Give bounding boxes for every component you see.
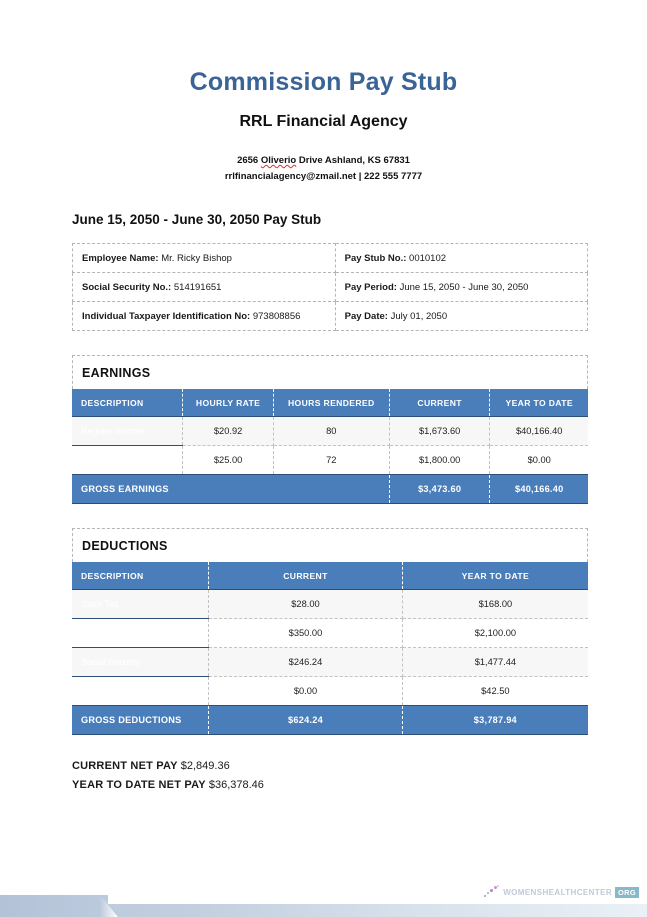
earnings-row-ytd: $0.00 (490, 446, 588, 475)
gross-earnings-row (72, 475, 588, 504)
earnings-row-current: $1,673.60 (389, 417, 490, 446)
ytd-net-pay-label: YEAR TO DATE NET PAY (72, 779, 206, 792)
earnings-row-label: Mid-Year Bonus (72, 446, 183, 475)
contact-block (0, 153, 647, 184)
gross-deductions-current: $624.24 (209, 706, 403, 735)
earnings-header-row (72, 389, 588, 417)
itin-label: Individual Taxpayer Identification No: (82, 310, 251, 322)
company-address: 2656 Oliverio Drive Ashland, KS 67831 (237, 155, 410, 166)
deductions-col-description: DESCRIPTION (72, 562, 209, 590)
page-title: Commission Pay Stub (189, 68, 458, 96)
earnings-row-hourly-rate: $20.92 (183, 417, 273, 446)
earnings-row-ytd: $40,166.40 (490, 417, 588, 446)
footer-band-step (0, 895, 108, 917)
employee-info-table (72, 243, 588, 331)
current-net-pay-label: CURRENT NET PAY (72, 760, 178, 772)
pay-date-value: July 01, 2050 (390, 310, 448, 322)
ssn-value: 514191651 (173, 281, 222, 293)
table-row (73, 273, 588, 302)
pay-period-label: Pay Period: (344, 281, 397, 293)
deductions-row-ytd: $168.00 (402, 590, 588, 619)
earnings-row-hourly-rate: $25.00 (183, 446, 273, 475)
current-net-pay-line (72, 757, 588, 776)
earnings-col-year-to-date: YEAR TO DATE (490, 389, 588, 417)
deductions-row-current: $28.00 (209, 590, 403, 619)
itin-value: 973808856 (252, 310, 301, 322)
earnings-row-label: Regular Income (72, 417, 183, 446)
spellcheck-underline: Oliverio (260, 155, 297, 166)
earnings-section-title: EARNINGS (72, 355, 588, 389)
deductions-col-current: CURRENT (209, 562, 403, 590)
deductions-row-label: Medical Insurance (72, 619, 209, 648)
table-row (72, 619, 588, 648)
deductions-row-label: State Tax (72, 590, 209, 619)
ytd-net-pay-line (72, 776, 588, 795)
table-row (73, 302, 588, 331)
deductions-row-current: $350.00 (209, 619, 403, 648)
net-pay-summary (72, 757, 588, 796)
deductions-row-label: Social Security (72, 648, 209, 677)
deductions-row-ytd: $1,477.44 (402, 648, 588, 677)
pay-period-cell (335, 273, 587, 302)
deductions-row-current: $246.24 (209, 648, 403, 677)
deductions-section-title: DEDUCTIONS (72, 528, 588, 562)
gross-earnings-ytd: $40,166.40 (490, 475, 588, 504)
table-row (73, 244, 588, 273)
table-row (72, 446, 588, 475)
company-name: RRL Financial Agency (239, 113, 408, 130)
itin-cell (73, 302, 336, 331)
ssn-cell (73, 273, 336, 302)
ytd-net-pay-value: $36,378.46 (208, 779, 264, 792)
gross-deductions-label: GROSS DEDUCTIONS (72, 706, 209, 735)
gross-earnings-current: $3,473.60 (389, 475, 490, 504)
employee-name-label: Employee Name: (82, 252, 159, 264)
deductions-header-row (72, 562, 588, 590)
document-header (0, 0, 647, 184)
table-row (72, 417, 588, 446)
pay-date-label: Pay Date: (344, 310, 388, 322)
employee-name-cell (73, 244, 336, 273)
pay-date-cell (335, 302, 587, 331)
earnings-col-description: DESCRIPTION (72, 389, 183, 417)
current-net-pay-value: $2,849.36 (180, 760, 230, 772)
employee-name-value: Mr. Ricky Bishop (161, 252, 232, 264)
earnings-col-hourly-rate: HOURLY RATE (183, 389, 273, 417)
earnings-row-hours: 72 (273, 446, 389, 475)
pay-stub-no-cell (335, 244, 587, 273)
deductions-col-year-to-date: YEAR TO DATE (402, 562, 588, 590)
deductions-row-ytd: $42.50 (402, 677, 588, 706)
company-contact: rrlfinancialagency@zmail.net | 222 555 7777 (224, 170, 423, 182)
deductions-row-label: Lates, Absences (72, 677, 209, 706)
earnings-col-current: CURRENT (389, 389, 490, 417)
table-row (72, 677, 588, 706)
gross-deductions-row (72, 706, 588, 735)
ssn-label: Social Security No.: (82, 281, 172, 293)
watermark-text: WOMENSHEALTHCENTER (503, 887, 613, 897)
deductions-table (72, 562, 588, 735)
earnings-table (72, 389, 588, 504)
gross-deductions-ytd: $3,787.94 (402, 706, 588, 735)
pay-period-value: June 15, 2050 - June 30, 2050 (399, 281, 529, 293)
document-body (72, 212, 588, 796)
earnings-row-hours: 80 (273, 417, 389, 446)
pay-period-heading: June 15, 2050 - June 30, 2050 Pay Stub (72, 212, 322, 227)
pay-stub-no-label: Pay Stub No.: (344, 252, 407, 264)
spacer (72, 504, 588, 528)
spacer (72, 331, 588, 355)
table-row (72, 590, 588, 619)
pay-stub-no-value: 0010102 (409, 252, 447, 264)
deductions-row-current: $0.00 (209, 677, 403, 706)
earnings-row-current: $1,800.00 (389, 446, 490, 475)
watermark-badge: ORG (615, 887, 639, 898)
gross-earnings-label: GROSS EARNINGS (72, 475, 389, 504)
earnings-col-hours-rendered: HOURS RENDERED (273, 389, 389, 417)
footer-decorative-band (0, 895, 647, 917)
table-row (72, 648, 588, 677)
deductions-row-ytd: $2,100.00 (402, 619, 588, 648)
